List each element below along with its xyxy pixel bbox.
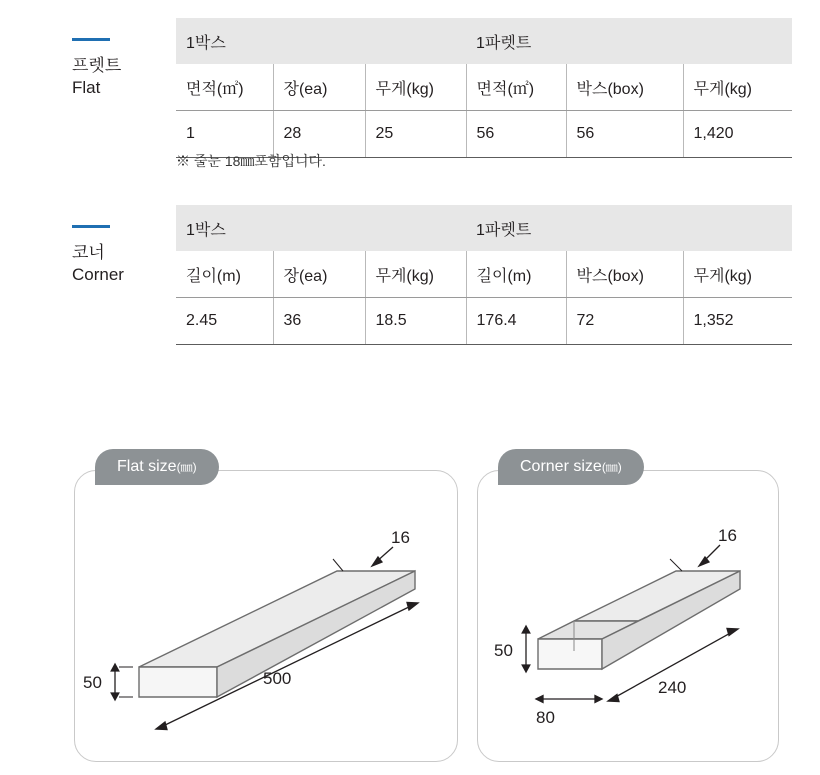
flat-size-drawing [75,471,455,759]
flat-size-tab-unit: (㎜) [176,460,197,474]
flat-accent-rule [72,38,110,41]
flat-col-4: 박스(box) [566,64,683,111]
corner-col-1: 장(ea) [273,251,365,298]
corner-col-5: 무게(kg) [683,251,792,298]
flat-col-3: 면적(㎡) [466,64,566,111]
corner-col-3: 길이(m) [466,251,566,298]
corner-dim-height-label: 50 [494,641,513,660]
corner-group-header-pallet: 1파렛트 [466,205,792,251]
corner-group-header-row [176,205,792,251]
corner-val-0: 2.45 [176,298,273,345]
corner-size-tab-text: Corner size [520,458,602,475]
corner-size-card [477,458,779,762]
corner-size-tab-unit: (㎜) [601,460,622,474]
corner-val-5: 1,352 [683,298,792,345]
corner-brick-shape [538,571,740,669]
flat-col-1: 장(ea) [273,64,365,111]
corner-spec-label [72,225,182,286]
flat-spec-table [176,18,792,158]
flat-val-0: 1 [176,111,273,158]
flat-val-4: 56 [566,111,683,158]
flat-col-5: 무게(kg) [683,64,792,111]
flat-dim-length-label: 500 [263,669,292,688]
flat-col-0: 면적(㎡) [176,64,273,111]
corner-group-header-box: 1박스 [176,205,466,251]
corner-size-drawing [478,471,776,759]
corner-val-2: 18.5 [365,298,466,345]
corner-spec-table [176,205,792,345]
corner-dim-depth-label: 80 [536,708,555,727]
corner-col-0: 길이(m) [176,251,273,298]
flat-group-header-box: 1박스 [176,18,466,64]
flat-col-2: 무게(kg) [365,64,466,111]
flat-size-card [74,458,458,762]
corner-dim-thickness-label: 16 [718,526,737,545]
flat-val-2: 25 [365,111,466,158]
flat-thickness-dimension [333,547,393,571]
flat-val-3: 56 [466,111,566,158]
flat-note: ※ 줄눈 18㎜포함입니다. [176,153,326,169]
flat-height-dimension [111,664,133,700]
flat-label-ko: 프렛트 [72,56,122,75]
corner-col-4: 박스(box) [566,251,683,298]
corner-value-row [176,298,792,345]
corner-val-3: 176.4 [466,298,566,345]
corner-label-en: Corner [72,265,124,284]
flat-group-header-pallet: 1파렛트 [466,18,792,64]
corner-depth-dimension [536,696,602,703]
flat-size-tab [95,449,219,485]
flat-dim-thickness-label: 16 [391,528,410,547]
flat-dim-height-label: 50 [83,673,102,692]
flat-size-tab-text: Flat size [117,458,177,475]
flat-val-5: 1,420 [683,111,792,158]
corner-label-ko: 코너 [72,243,105,262]
corner-val-4: 72 [566,298,683,345]
corner-column-header-row [176,251,792,298]
corner-thickness-dimension [670,545,720,571]
flat-spec-label [72,38,182,99]
corner-dim-length-label: 240 [658,678,687,697]
corner-val-1: 36 [273,298,365,345]
flat-group-header-row [176,18,792,64]
flat-val-1: 28 [273,111,365,158]
flat-column-header-row [176,64,792,111]
corner-size-tab [498,449,644,485]
flat-label-en: Flat [72,78,101,97]
corner-height-dimension [522,626,530,672]
corner-col-2: 무게(kg) [365,251,466,298]
corner-accent-rule [72,225,110,228]
